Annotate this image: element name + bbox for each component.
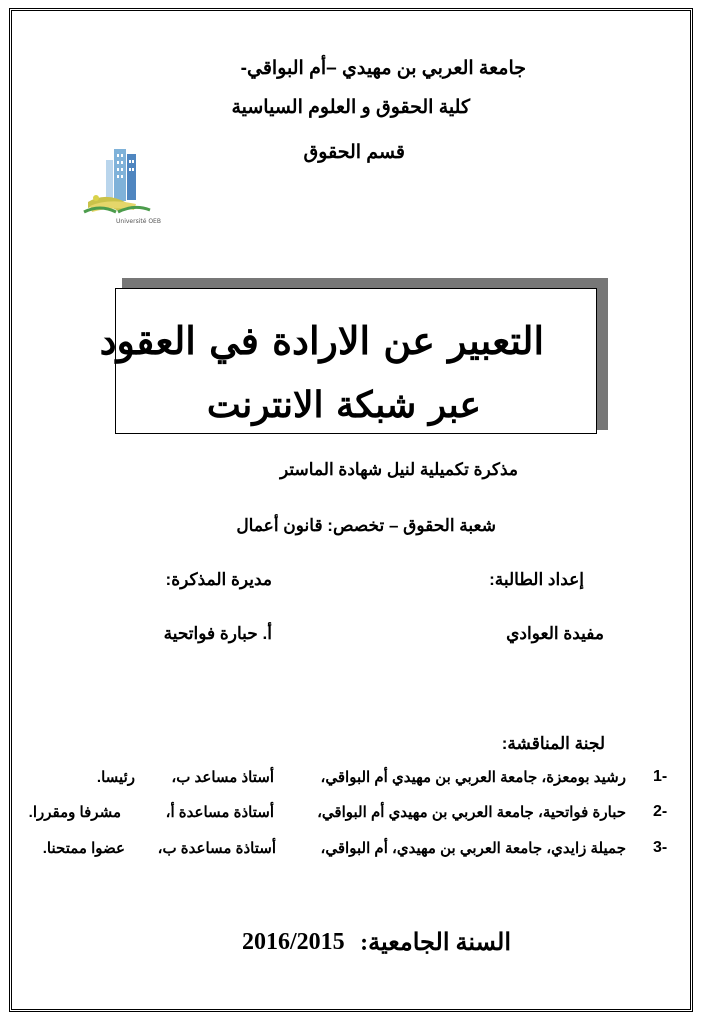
member-number: 3- xyxy=(653,839,668,856)
department-name: قسم الحقوق xyxy=(303,142,405,163)
thesis-title-line-2: عبر شبكة الانترنت xyxy=(206,384,481,426)
member-rank: أستاذة مساعدة ب، xyxy=(157,840,276,857)
member-number: 1- xyxy=(653,768,668,785)
member-name: حبارة فواتحية، جامعة العربي بن مهيدي أم البواقي، xyxy=(317,804,626,821)
supervisor-label: مديرة المذكرة: xyxy=(165,570,272,589)
academic-year-value: 2016/2015 xyxy=(242,929,345,955)
university-logo-icon xyxy=(74,146,161,226)
member-rank: أستاذة مساعدة أ، xyxy=(165,804,274,821)
member-role: مشرفا ومقررا. xyxy=(28,804,121,821)
faculty-name: كلية الحقوق و العلوم السياسية xyxy=(231,97,470,118)
academic-year-label: السنة الجامعية: xyxy=(360,930,511,956)
member-role: رئيسا. xyxy=(96,769,135,786)
member-name: جميلة زايدي، جامعة العربي بن مهيدي، أم البواقي، xyxy=(320,840,626,857)
member-rank: أستاذ مساعد ب، xyxy=(171,769,274,786)
member-role: عضوا ممتحنا. xyxy=(42,840,125,857)
committee-heading: لجنة المناقشة: xyxy=(501,734,605,753)
student-name: مفيدة العوادي xyxy=(506,624,604,643)
thesis-title-line-1: التعبير عن الارادة في العقود xyxy=(99,318,544,363)
thesis-type: مذكرة تكميلية لنيل شهادة الماستر xyxy=(280,460,518,479)
specialization: شعبة الحقوق – تخصص: قانون أعمال xyxy=(236,516,496,535)
member-name: رشيد بومعزة، جامعة العربي بن مهيدي أم البواقي، xyxy=(320,769,626,786)
supervisor-name: أ. حبارة فواتحية xyxy=(163,624,272,643)
member-number: 2- xyxy=(653,803,668,820)
university-name: جامعة العربي بن مهيدي –أم البواقي- xyxy=(240,58,526,79)
student-label: إعداد الطالبة: xyxy=(489,570,584,589)
svg-text:Université OEB: Université OEB xyxy=(116,218,161,225)
